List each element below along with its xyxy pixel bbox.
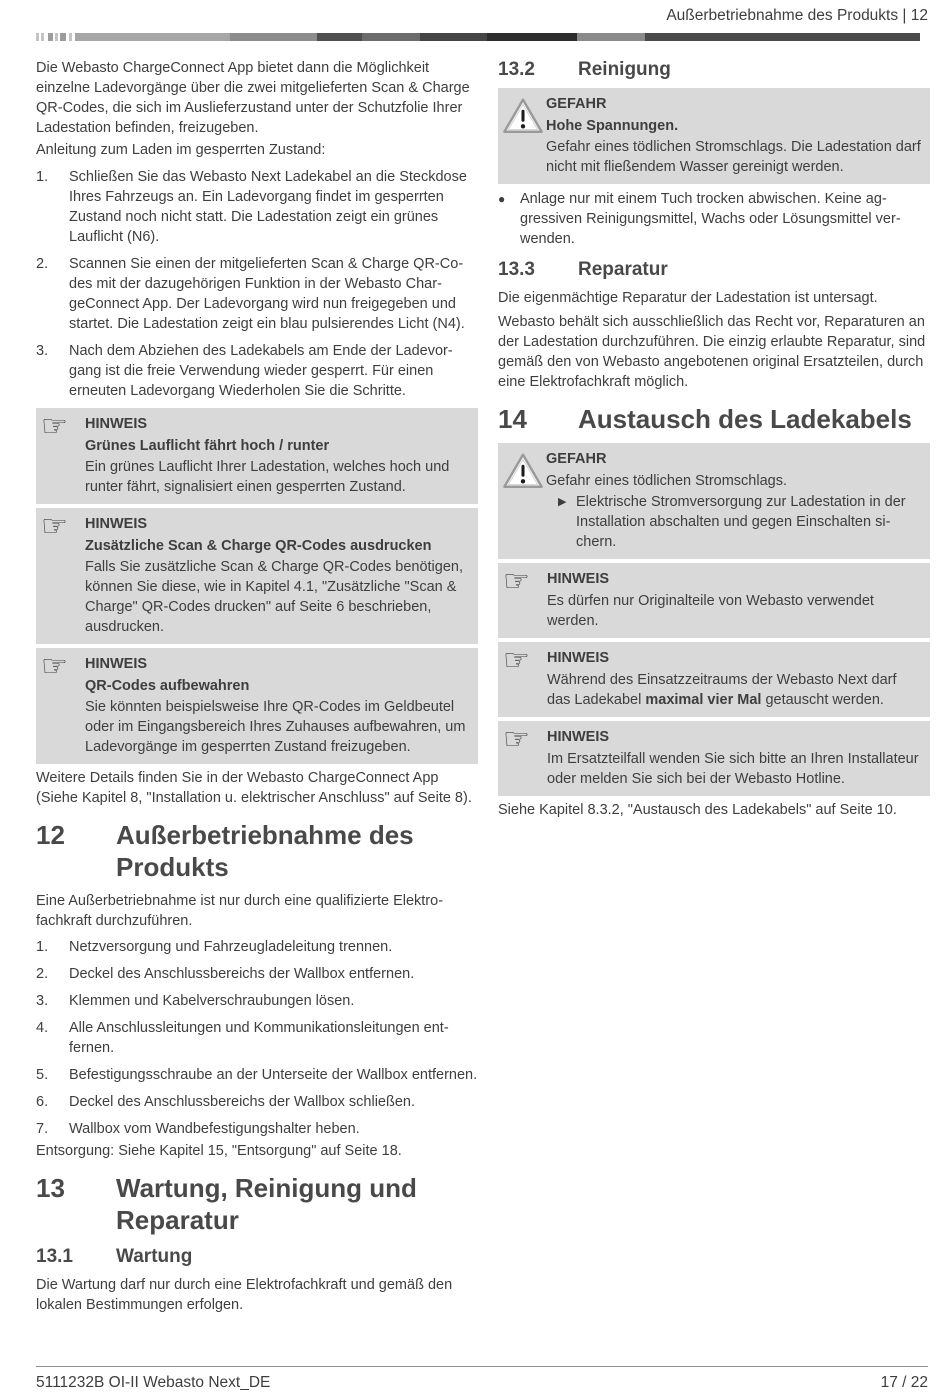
footer-document-id: 5111232B OI-II Webasto Next_DE bbox=[36, 1374, 271, 1391]
list-item bbox=[36, 1092, 478, 1112]
pointing-hand-icon: ☞ bbox=[503, 722, 530, 757]
danger-content bbox=[546, 449, 922, 552]
list-item bbox=[36, 167, 478, 247]
subsection-number: 13.1 bbox=[36, 1246, 73, 1267]
step-number: 3. bbox=[36, 993, 49, 1009]
header-gradient-bar bbox=[36, 33, 920, 41]
hint-body: Sie könnten beispielsweise Ihre QR-Codes im Geldbeutel oder im Eingangsbereich Ihres Zuhauses aufbewahren, um Ladevorgänge im gesperrten Zustand freizugeben. bbox=[85, 699, 466, 755]
right-column bbox=[498, 58, 930, 822]
hint-box bbox=[498, 563, 930, 638]
subsection-heading-13-3 bbox=[498, 258, 930, 282]
hint-body-suffix: getauscht werden. bbox=[761, 692, 884, 708]
danger-label: GEFAHR bbox=[546, 451, 607, 467]
section-title: Wartung, Reinigung und Reparatur bbox=[116, 1173, 417, 1235]
step-text: Alle Anschlussleitungen und Kommunikationsleitungen entfernen. bbox=[69, 1020, 449, 1056]
footer-page-number: 17 / 22 bbox=[880, 1374, 928, 1391]
arrow-icon: ▶ bbox=[558, 496, 567, 508]
step-text: Befestigungsschraube an der Unterseite der Wallbox entfernen. bbox=[69, 1067, 478, 1083]
disposal-note: Entsorgung: Siehe Kapitel 15, "Entsorgung" auf Seite 18. bbox=[36, 1143, 402, 1159]
hint-body: Ein grünes Lauflicht Ihrer Ladestation, welches hoch und runter fährt, signalisiert einen gesperrten Zustand. bbox=[85, 459, 450, 495]
page-footer bbox=[36, 1366, 928, 1392]
list-item bbox=[36, 1065, 478, 1085]
list-item bbox=[36, 341, 478, 401]
hint-title: Zusätzliche Scan & Charge QR-Codes ausdrucken bbox=[85, 538, 432, 554]
warning-triangle-icon bbox=[502, 449, 546, 552]
list-item bbox=[36, 991, 478, 1011]
step-text: Nach dem Abziehen des Ladekabels am Ende der Ladevorgang ist die freie Verwendung wieder gesperrt. Für einen erneuten Ladevorgang Wiederholen Sie die Schritte. bbox=[69, 343, 453, 399]
warning-triangle-icon bbox=[502, 94, 546, 177]
danger-box bbox=[498, 443, 930, 559]
list-item bbox=[36, 937, 478, 957]
pointing-hand-icon: ☞ bbox=[41, 509, 68, 544]
hint-content bbox=[85, 514, 470, 637]
section-heading-13 bbox=[36, 1172, 478, 1236]
hint-body: Im Ersatzteilfall wenden Sie sich bitte an Ihren Installateur oder melden Sie sich bei der Webasto Hotline. bbox=[547, 751, 919, 787]
subsection-title: Reparatur bbox=[578, 259, 668, 280]
section-heading-12 bbox=[36, 819, 478, 883]
list-item bbox=[36, 254, 478, 334]
pointing-hand-icon: ☞ bbox=[41, 409, 68, 444]
step-text: Wallbox vom Wandbefestigungshalter heben. bbox=[69, 1121, 360, 1137]
hint-label: HINWEIS bbox=[85, 416, 148, 432]
hint-body: Falls Sie zusätzliche Scan & Charge QR-Codes benötigen, können Sie diese, wie in Kapitel 4.1, "Zusätzliche "Scan & Charge" QR-Codes drucken" auf Seite 6 beschrieben, ausdrucken. bbox=[85, 559, 463, 635]
hint-box bbox=[498, 642, 930, 717]
reparatur-paragraph-1: Die eigenmächtige Reparatur der Ladestation ist untersagt. bbox=[498, 290, 878, 306]
left-column bbox=[36, 58, 478, 1317]
pointing-hand-icon: ☞ bbox=[503, 643, 530, 678]
danger-body: Gefahr eines tödlichen Stromschlags. Die Ladestation darf nicht mit fließendem Wasser gereinigt werden. bbox=[546, 139, 921, 175]
danger-body: Gefahr eines tödlichen Stromschlags. bbox=[546, 473, 787, 489]
section-number: 14 bbox=[498, 404, 527, 434]
list-item bbox=[36, 964, 478, 984]
bullet-text: Anlage nur mit einem Tuch trocken abwischen. Keine aggressiven Reinigungsmittel, Wachs oder Lösungsmittel verwenden. bbox=[520, 191, 901, 247]
step-number: 5. bbox=[36, 1067, 49, 1083]
step-text: Schließen Sie das Webasto Next Ladekabel an die Steckdose Ihres Fahrzeugs an. Ein Ladevorgang findet im gesperrten Zustand noch nicht statt. Die Ladestation zeigt ein grünes Lauflicht (N6). bbox=[69, 169, 467, 245]
section-number: 13 bbox=[36, 1173, 65, 1203]
hint-body: Es dürfen nur Originalteile von Webasto verwendet werden. bbox=[547, 593, 874, 629]
intro-paragraph: Die Webasto ChargeConnect App bietet dann die Möglichkeit einzelne Ladevorgänge über die zwei mitgelieferten Scan & Charge QR-Codes, die sich im Auslieferzustand unter der Schutzfolie Ihrer Ladestation befinden, freizugeben. bbox=[36, 60, 470, 136]
hint-content bbox=[547, 648, 922, 710]
subsection-number: 13.3 bbox=[498, 259, 535, 280]
reparatur-paragraph-2: Webasto behält sich ausschließlich das Recht vor, Reparaturen an der Ladestation durchzuführen. Die einzig erlaubte Reparatur, sind gemäß den von Webasto angebotenen original Ersatzteilen, durch eine Elektrofachkraft möglich. bbox=[498, 314, 926, 390]
hint-content bbox=[85, 414, 470, 497]
hint-body-bold: maximal vier Mal bbox=[645, 692, 762, 708]
hint-body-prefix: Während des Einsatzzeitraums der Webasto Next darf das Ladekabel bbox=[547, 672, 897, 708]
step-text: Deckel des Anschlussbereichs der Wallbox entfernen. bbox=[69, 966, 415, 982]
hint-label: HINWEIS bbox=[85, 656, 148, 672]
instruction-lead: Anleitung zum Laden im gesperrten Zustand: bbox=[36, 142, 326, 158]
hint-box bbox=[36, 408, 478, 504]
danger-box bbox=[498, 88, 930, 184]
section-title: Austausch des Ladekabels bbox=[578, 404, 912, 434]
step-number: 1. bbox=[36, 169, 49, 185]
step-text: Deckel des Anschlussbereichs der Wallbox schließen. bbox=[69, 1094, 416, 1110]
step-number: 7. bbox=[36, 1121, 49, 1137]
pointing-hand-icon: ☞ bbox=[503, 564, 530, 599]
hint-label: HINWEIS bbox=[547, 729, 610, 745]
section-title: Außerbetriebnahme des Produkts bbox=[116, 820, 414, 882]
step-number: 2. bbox=[36, 256, 49, 272]
subsection-title: Reinigung bbox=[578, 59, 671, 80]
step-number: 4. bbox=[36, 1020, 49, 1036]
running-header: Außerbetriebnahme des Produkts | 12 bbox=[666, 7, 928, 24]
step-text: Netzversorgung und Fahrzeugladeleitung trennen. bbox=[69, 939, 393, 955]
subsection-heading-13-1 bbox=[36, 1245, 478, 1269]
list-item bbox=[36, 1018, 478, 1058]
danger-label: GEFAHR bbox=[546, 96, 607, 112]
step-number: 1. bbox=[36, 939, 49, 955]
section-number: 12 bbox=[36, 820, 65, 850]
subsection-number: 13.2 bbox=[498, 59, 535, 80]
subsection-heading-13-2 bbox=[498, 58, 930, 82]
step-number: 6. bbox=[36, 1094, 49, 1110]
hint-body bbox=[547, 670, 922, 710]
hint-content bbox=[85, 654, 470, 757]
hint-content bbox=[547, 727, 922, 789]
hint-title: Grünes Lauflicht fährt hoch / runter bbox=[85, 438, 330, 454]
section-heading-14 bbox=[498, 403, 930, 435]
danger-title: Hohe Spannungen. bbox=[546, 118, 679, 134]
hint-label: HINWEIS bbox=[547, 650, 610, 666]
list-item bbox=[36, 1119, 478, 1139]
danger-action-item bbox=[546, 492, 922, 552]
hint-content bbox=[547, 569, 922, 631]
bullet-icon: ● bbox=[498, 192, 506, 206]
step-text: Klemmen und Kabelverschraubungen lösen. bbox=[69, 993, 355, 1009]
step-number: 2. bbox=[36, 966, 49, 982]
hint-box bbox=[498, 721, 930, 796]
section12-intro: Eine Außerbetriebnahme ist nur durch eine qualifizierte Elektrofachkraft durchzuführen. bbox=[36, 893, 444, 929]
see-also-note: Siehe Kapitel 8.3.2, "Austausch des Ladekabels" auf Seite 10. bbox=[498, 802, 897, 818]
danger-action-text: Elektrische Stromversorgung zur Ladestation in der Installation abschalten und gegen Einschalten sichern. bbox=[576, 494, 906, 550]
step-number: 3. bbox=[36, 343, 49, 359]
hint-title: QR-Codes aufbewahren bbox=[85, 678, 250, 694]
danger-content bbox=[546, 94, 922, 177]
wartung-paragraph: Die Wartung darf nur durch eine Elektrofachkraft und gemäß den lokalen Bestimmungen erfolgen. bbox=[36, 1277, 453, 1313]
pointing-hand-icon: ☞ bbox=[41, 649, 68, 684]
hint-box bbox=[36, 508, 478, 644]
hint-label: HINWEIS bbox=[85, 516, 148, 532]
more-details-paragraph: Weitere Details finden Sie in der Webasto ChargeConnect App (Siehe Kapitel 8, "Installation u. elektrischer Anschluss" auf Seite 8). bbox=[36, 770, 472, 806]
subsection-title: Wartung bbox=[116, 1246, 193, 1267]
hint-label: HINWEIS bbox=[547, 571, 610, 587]
step-text: Scannen Sie einen der mitgelieferten Scan & Charge QR-Codes mit der dazugehörigen Funktion in der Webasto ChargeConnect App. Der Ladevorgang wird nun freigegeben und startet. Die Ladestation zeigt ein blau pulsierendes Licht (N4). bbox=[69, 256, 465, 332]
hint-box bbox=[36, 648, 478, 764]
bullet-list-item bbox=[498, 189, 930, 249]
